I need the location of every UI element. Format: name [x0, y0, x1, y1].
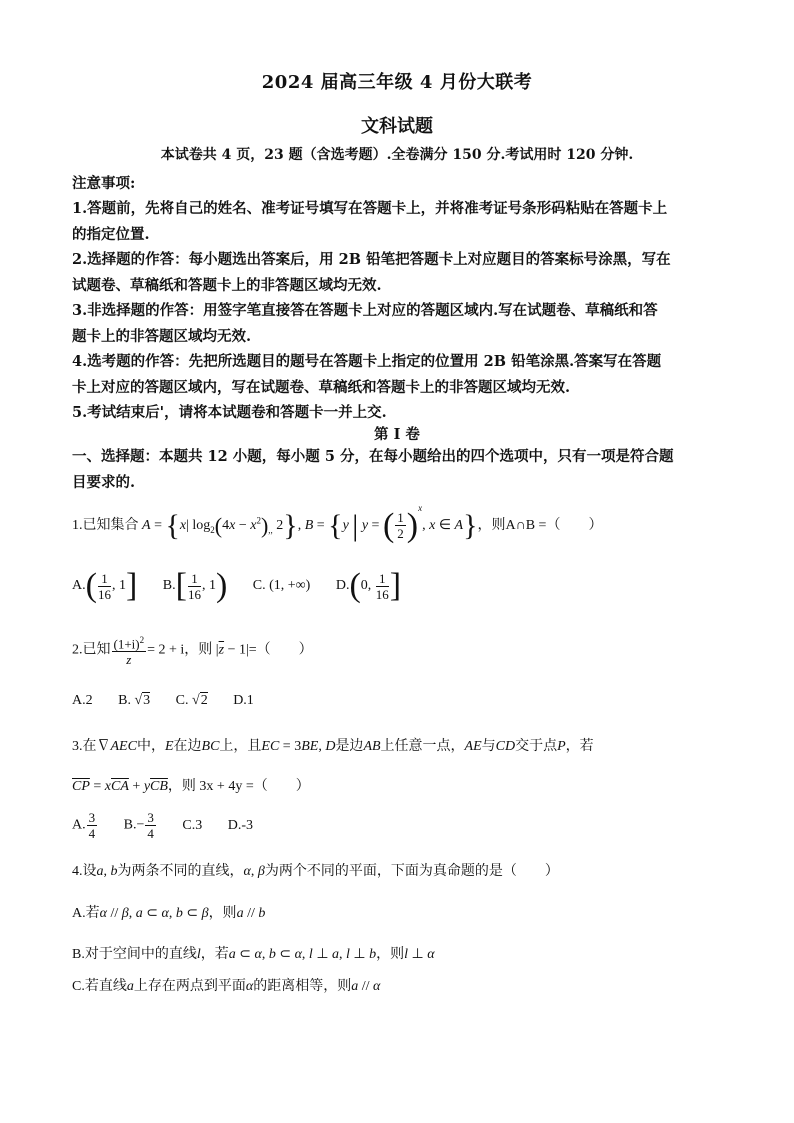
option-d[interactable]: D.1 [233, 693, 254, 708]
exam-info: 本试卷共 4 页，23 题（含选考题）.全卷满分 150 分.考试用时 120 分钟. [160, 147, 634, 163]
note-line: 1.答题前，先将自己的姓名、准考证号填写在答题卡上，并将准考证号条形码粘贴在答题卡上 [72, 200, 668, 217]
question-3: 3.在∇AEC中，E在边BC上，且EC = 3BE, D是边AB上任意一点，AE与CD交于点P，若 [72, 739, 594, 754]
notes-heading: 注意事项: [72, 175, 136, 192]
note-line: 2.选择题的作答：每小题选出答案后，用 2B 铅笔把答题卡上对应题目的答案标号涂黑，写在 [72, 251, 671, 268]
note-line: 3.非选择题的作答：用签字笔直接答在答题卡上对应的答题区域内.写在试题卷、草稿纸和答 [72, 302, 658, 319]
question-4-option-a[interactable]: A.若α // β, a ⊂ α, b ⊂ β，则a // b [72, 906, 266, 921]
option-a[interactable]: A.( $\frac{1}{16}$ , 1] [72, 567, 138, 604]
option-c[interactable]: C.3 [182, 817, 203, 833]
note-line: 4.选考题的作答：先把所选题目的题号在答题卡上指定的位置用 2B 铅笔涂黑.答案写在答题 [72, 353, 662, 370]
question-3-line2: $\overline{CP} = x\overline{CA} + y\overline{CB}$，则 3x + 4y =（ ） [72, 779, 310, 794]
question-2: 2.已知 $\frac{(1+i)^2}{z}$ = 2 + i，则 $|\overline{z} - 1|=$（ ） [72, 635, 313, 668]
option-b[interactable]: B.[ $\frac{1}{16}$ , 1) [162, 567, 228, 604]
question-2-options [72, 693, 732, 709]
question-4-option-b[interactable]: B.对于空间中的直线l，若a ⊂ α, b ⊂ α, l ⊥ a, l ⊥ b，则l ⊥ α [72, 947, 435, 962]
question-3-options [72, 810, 732, 841]
exam-title: 2024 届高三年级 4 月份大联考 [261, 72, 533, 93]
note-line: 的指定位置. [72, 225, 150, 243]
option-a[interactable]: A.2 [72, 693, 93, 708]
note-line: 卡上对应的答题区域内，写在试题卷、草稿纸和答题卡上的非答题区域均无效. [72, 378, 571, 396]
option-c[interactable]: C. (1, +∞) [252, 578, 311, 594]
question-1: 1.已知集合 A = {x| $\log_2(4x - x^2)_{,,}$ 2}, B = {y | y = ( $\frac{1}{2}$ )$^x$, x ∈ A}，则A∩B =（ ） [72, 503, 603, 544]
option-a[interactable]: A. $\frac{3}{4}$ [72, 810, 96, 841]
note-line: 试题卷、草稿纸和答题卡上的非答题区域均无效. [72, 276, 382, 294]
option-b[interactable]: B.− $\frac{3}{4}$ [123, 810, 154, 841]
option-c[interactable]: C. √2 [175, 693, 208, 708]
volume-heading: 第 I 卷 [374, 426, 420, 443]
option-d[interactable]: D.-3 [227, 817, 253, 833]
option-d[interactable]: D.(0, $\frac{1}{16}$ ] [335, 567, 402, 604]
section-heading: 一、选择题：本题共 12 小题，每小题 5 分，在每小题给出的四个选项中，只有一项是符合题 目要求的. [72, 448, 674, 491]
option-b[interactable]: B. √3 [118, 693, 151, 708]
exam-subject: 文科试题 [361, 116, 433, 137]
question-4: 4.设a, b为两条不同的直线，α, β为两个不同的平面，下面为真命题的是（ ） [72, 864, 559, 879]
notes-list [72, 196, 724, 426]
note-line: 题卡上的非答题区域均无效. [72, 327, 252, 345]
question-1-options [72, 567, 732, 605]
note-line: 5.考试结束后'，请将本试题卷和答题卡一并上交. [72, 404, 387, 421]
question-4-option-c[interactable]: C.若直线a上存在两点到平面α的距离相等，则a // α [72, 979, 381, 994]
